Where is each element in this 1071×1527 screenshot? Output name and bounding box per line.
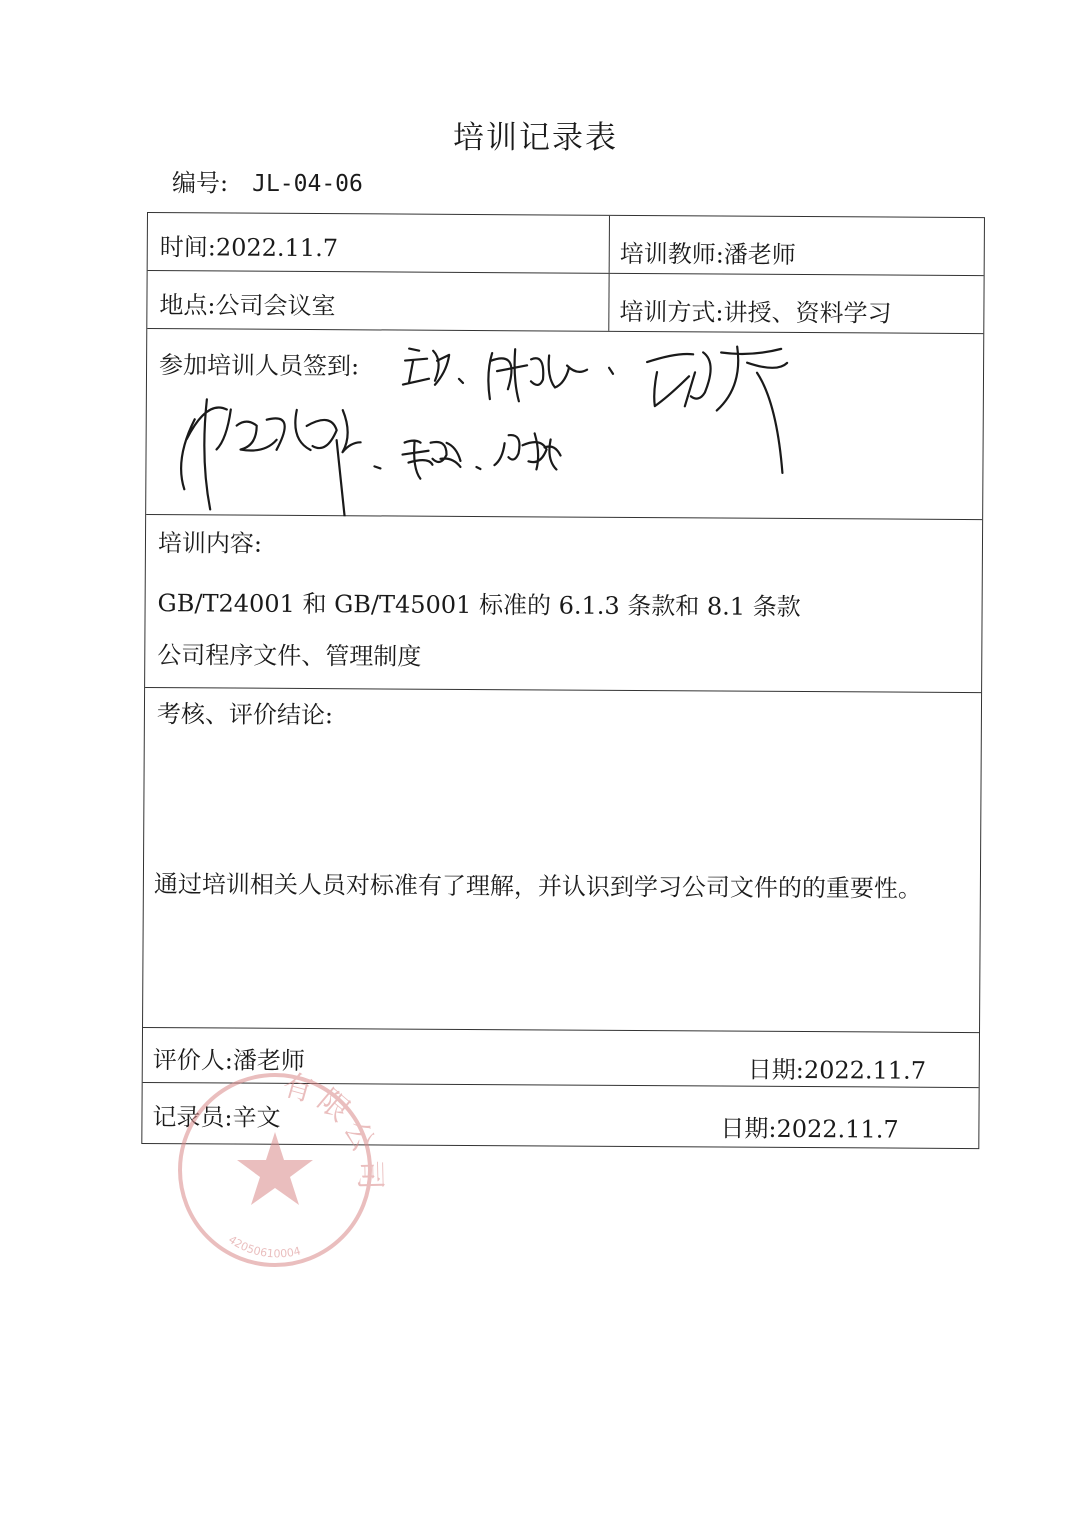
location-label: 地点:: [159, 291, 216, 320]
seal-number: 42050610004: [226, 1233, 303, 1261]
attendees-label: 参加培训人员签到:: [158, 351, 360, 381]
time-field: [160, 227, 338, 263]
document-title: 培训记录表: [453, 120, 618, 156]
recorder-date-value: 2022.11.7: [776, 1114, 899, 1144]
trainer-field: [620, 234, 796, 270]
row-divider: [608, 274, 609, 331]
evaluator-date-label: 日期:: [747, 1055, 804, 1085]
row-location-method: [147, 271, 983, 334]
doc-number-label: 编号:: [172, 169, 229, 197]
row-evaluation: [143, 688, 981, 1033]
doc-number: [172, 163, 363, 198]
trainer-value: 潘老师: [723, 240, 796, 269]
training-record-form: [141, 212, 985, 1149]
recorder-label: 记录员:: [152, 1103, 233, 1132]
location-field: [159, 285, 335, 321]
recorder-value: 辛文: [232, 1103, 281, 1132]
method-label: 培训方式:: [619, 297, 724, 327]
attendee-signatures: [146, 329, 983, 520]
evaluation-conclusion: 通过培训相关人员对标准有了理解，并认识到学习公司文件的的重要性。: [153, 870, 922, 903]
seal-text: 有限公司: [278, 1067, 388, 1197]
evaluator-date-field: [748, 1050, 926, 1086]
evaluator-label: 评价人:: [152, 1046, 233, 1075]
doc-number-value: JL-04-06: [252, 171, 363, 197]
recorder-date-field: [720, 1109, 898, 1145]
row-attendees: [146, 329, 983, 520]
evaluator-value: 潘老师: [232, 1046, 305, 1075]
recorder-date-label: 日期:: [720, 1114, 777, 1143]
row-content: [145, 515, 982, 693]
content-line-1: GB/T24001 和 GB/T45001 标准的 6.1.3 条款和 8.1 条款: [157, 589, 801, 622]
trainer-label: 培训教师:: [619, 239, 724, 269]
company-seal-icon: [160, 1060, 390, 1270]
row-time-trainer: [148, 213, 984, 276]
evaluation-label: 考核、评价结论:: [156, 700, 334, 730]
content-label: 培训内容:: [157, 529, 263, 558]
time-value: 2022.11.7: [215, 233, 339, 263]
content-line-2: 公司程序文件、管理制度: [157, 641, 422, 671]
method-value: 讲授、资料学习: [723, 298, 892, 328]
method-field: [619, 292, 891, 329]
time-label: 时间:: [159, 233, 216, 262]
location-value: 公司会议室: [215, 291, 336, 321]
evaluator-date-value: 2022.11.7: [803, 1056, 927, 1085]
svg-text:有限公司: [278, 1067, 387, 1196]
row-divider: [609, 216, 610, 273]
